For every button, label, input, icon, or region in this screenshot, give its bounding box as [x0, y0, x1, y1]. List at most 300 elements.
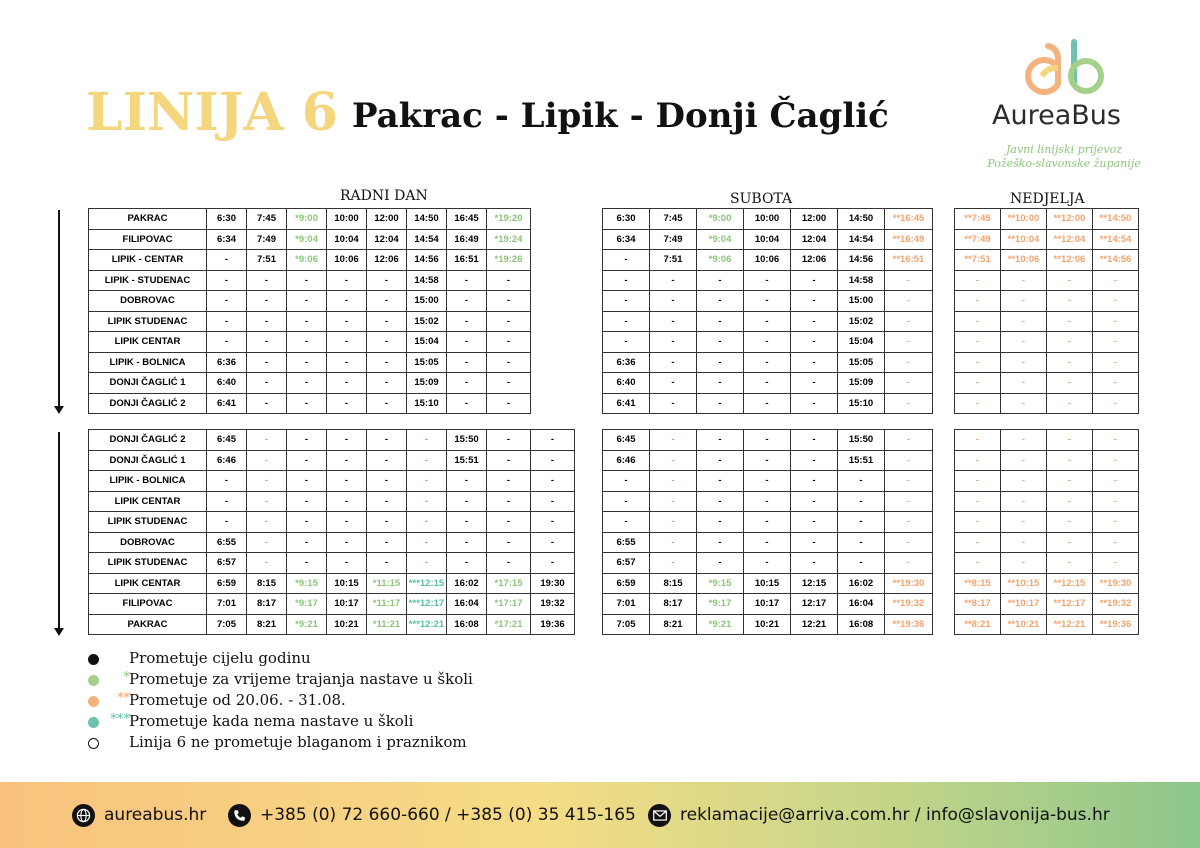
departure-time: -: [327, 512, 367, 533]
departure-time: -: [744, 450, 791, 471]
departure-time: 16:04: [838, 594, 885, 615]
departure-time: -: [487, 332, 531, 353]
departure-time: **7:51: [955, 250, 1001, 271]
departure-time: **10:04: [1001, 229, 1047, 250]
departure-time: -: [603, 332, 650, 353]
departure-time: -: [207, 250, 247, 271]
departure-time: -: [287, 352, 327, 373]
departure-time: 6:55: [603, 532, 650, 553]
departure-time: -: [885, 270, 933, 291]
stop-name: LIPIK - BOLNICA: [89, 471, 207, 492]
departure-time: 16:08: [447, 614, 487, 635]
departure-time: -: [744, 291, 791, 312]
departure-time: 7:51: [650, 250, 697, 271]
departure-time: -: [1001, 532, 1047, 553]
legend-text: Prometuje cijelu godinu: [129, 649, 311, 667]
brand-tagline: [976, 143, 1152, 171]
departure-time: 14:56: [407, 250, 447, 271]
departure-time: -: [1047, 532, 1093, 553]
table-row: [955, 270, 1139, 291]
departure-time: -: [287, 491, 327, 512]
timetable-inbound-sunday: [954, 429, 1139, 635]
table-row: [955, 614, 1139, 635]
legend-item: [88, 648, 508, 669]
departure-time: -: [697, 430, 744, 451]
section-sunday-heading: NEDJELJA: [1010, 191, 1085, 207]
departure-time: **14:50: [1093, 209, 1139, 230]
departure-time: -: [327, 373, 367, 394]
departure-time: -: [487, 393, 531, 414]
departure-time: -: [744, 532, 791, 553]
table-row: [955, 393, 1139, 414]
departure-time: -: [650, 393, 697, 414]
footer-website-text: aureabus.hr: [104, 805, 207, 825]
departure-time: 8:17: [247, 594, 287, 615]
departure-time: -: [247, 332, 287, 353]
departure-time: -: [327, 270, 367, 291]
departure-time: -: [367, 270, 407, 291]
departure-time: -: [487, 553, 531, 574]
departure-time: 10:00: [744, 209, 791, 230]
departure-time: -: [1001, 491, 1047, 512]
departure-time: -: [327, 491, 367, 512]
departure-time: -: [407, 450, 447, 471]
departure-time: 7:45: [247, 209, 287, 230]
departure-time: -: [1001, 430, 1047, 451]
departure-time: -: [955, 532, 1001, 553]
departure-time: 7:49: [247, 229, 287, 250]
departure-time: -: [1001, 393, 1047, 414]
departure-time: 12:04: [367, 229, 407, 250]
footer-email[interactable]: [648, 802, 1110, 828]
table-row: [603, 532, 933, 553]
departure-time: 15:04: [838, 332, 885, 353]
departure-time: -: [487, 430, 531, 451]
departure-time: 7:49: [650, 229, 697, 250]
stop-name: LIPIK - BOLNICA: [89, 352, 207, 373]
timetable-inbound-weekday: [88, 429, 575, 635]
departure-time: 15:00: [838, 291, 885, 312]
departure-time: -: [744, 512, 791, 533]
departure-time: -: [287, 553, 327, 574]
departure-time: **19:36: [1093, 614, 1139, 635]
table-row: [955, 512, 1139, 533]
departure-time: -: [603, 471, 650, 492]
table-row: [89, 291, 531, 312]
departure-time: -: [603, 250, 650, 271]
legend-dot-icon: [88, 654, 99, 665]
departure-time: -: [1093, 291, 1139, 312]
departure-time: -: [1093, 553, 1139, 574]
table-row: [955, 229, 1139, 250]
departure-time: 12:17: [791, 594, 838, 615]
departure-time: -: [487, 491, 531, 512]
direction-arrow-outbound: [58, 210, 60, 412]
envelope-icon: [648, 804, 671, 827]
table-row: [89, 373, 531, 394]
departure-time: 6:55: [207, 532, 247, 553]
departure-time: -: [287, 471, 327, 492]
departure-time: 8:21: [650, 614, 697, 635]
stop-name: DOBROVAC: [89, 291, 207, 312]
departure-time: -: [207, 311, 247, 332]
departure-time: **8:15: [955, 573, 1001, 594]
departure-time: -: [447, 270, 487, 291]
departure-time: -: [327, 553, 367, 574]
departure-time: -: [327, 352, 367, 373]
departure-time: 10:21: [744, 614, 791, 635]
departure-time: -: [327, 291, 367, 312]
table-row: [603, 450, 933, 471]
departure-time: ***12:21: [407, 614, 447, 635]
departure-time: *19:26: [487, 250, 531, 271]
departure-time: -: [327, 311, 367, 332]
departure-time: -: [697, 291, 744, 312]
departure-time: -: [650, 332, 697, 353]
table-row: [955, 491, 1139, 512]
departure-time: -: [603, 270, 650, 291]
departure-time: 10:17: [744, 594, 791, 615]
table-row: [603, 491, 933, 512]
departure-time: -: [487, 270, 531, 291]
departure-time: -: [447, 352, 487, 373]
stop-name: LIPIK - CENTAR: [89, 250, 207, 271]
departure-time: -: [1001, 471, 1047, 492]
departure-time: 6:36: [207, 352, 247, 373]
departure-time: -: [207, 512, 247, 533]
legend-text: Prometuje od 20.06. - 31.08.: [129, 691, 346, 709]
departure-time: -: [531, 512, 575, 533]
departure-time: -: [531, 532, 575, 553]
departure-time: -: [327, 471, 367, 492]
departure-time: *9:17: [697, 594, 744, 615]
table-row: [955, 332, 1139, 353]
departure-time: -: [955, 291, 1001, 312]
departure-time: 6:57: [207, 553, 247, 574]
departure-time: 7:01: [603, 594, 650, 615]
departure-time: **16:45: [885, 209, 933, 230]
legend-marker: ***: [110, 712, 130, 727]
departure-time: 14:50: [838, 209, 885, 230]
table-row: [603, 553, 933, 574]
departure-time: **7:49: [955, 229, 1001, 250]
departure-time: -: [1093, 471, 1139, 492]
departure-time: -: [531, 450, 575, 471]
departure-time: -: [791, 373, 838, 394]
table-row: [89, 614, 575, 635]
departure-time: -: [955, 352, 1001, 373]
table-row: [89, 311, 531, 332]
departure-time: -: [487, 373, 531, 394]
departure-time: -: [531, 430, 575, 451]
stop-name: FILIPOVAC: [89, 229, 207, 250]
departure-time: -: [1047, 352, 1093, 373]
departure-time: -: [327, 532, 367, 553]
footer-website[interactable]: [72, 802, 206, 828]
stop-name: LIPIK CENTAR: [89, 491, 207, 512]
departure-time: -: [697, 270, 744, 291]
departure-time: -: [838, 491, 885, 512]
table-row: [603, 291, 933, 312]
departure-time: -: [791, 450, 838, 471]
departure-time: **16:51: [885, 250, 933, 271]
departure-time: -: [247, 270, 287, 291]
timetable-outbound-saturday: [602, 208, 933, 414]
departure-time: -: [447, 393, 487, 414]
table-row: [89, 594, 575, 615]
departure-time: 6:30: [207, 209, 247, 230]
departure-time: **19:30: [1093, 573, 1139, 594]
departure-time: -: [1093, 532, 1139, 553]
departure-time: -: [1093, 491, 1139, 512]
departure-time: -: [791, 291, 838, 312]
departure-time: -: [697, 491, 744, 512]
table-row: [955, 450, 1139, 471]
departure-time: *9:15: [287, 573, 327, 594]
table-row: [955, 573, 1139, 594]
departure-time: -: [791, 393, 838, 414]
departure-time: -: [955, 373, 1001, 394]
footer-phone[interactable]: [228, 802, 636, 828]
departure-time: 16:45: [447, 209, 487, 230]
departure-time: -: [447, 471, 487, 492]
table-row: [955, 594, 1139, 615]
departure-time: 14:54: [407, 229, 447, 250]
departure-time: -: [287, 332, 327, 353]
departure-time: -: [1093, 512, 1139, 533]
departure-time: -: [287, 512, 327, 533]
departure-time: **10:15: [1001, 573, 1047, 594]
departure-time: -: [791, 352, 838, 373]
departure-time: -: [1001, 373, 1047, 394]
departure-time: 10:00: [327, 209, 367, 230]
departure-time: 8:15: [247, 573, 287, 594]
legend-marker: *: [123, 670, 130, 685]
departure-time: -: [744, 270, 791, 291]
table-row: [955, 311, 1139, 332]
departure-time: **19:32: [885, 594, 933, 615]
departure-time: -: [247, 450, 287, 471]
departure-time: -: [1001, 291, 1047, 312]
departure-time: -: [407, 430, 447, 451]
departure-time: **16:49: [885, 229, 933, 250]
table-row: [955, 553, 1139, 574]
table-row: [89, 393, 531, 414]
departure-time: *9:00: [287, 209, 327, 230]
legend-item: [88, 669, 508, 690]
departure-time: *9:21: [697, 614, 744, 635]
departure-time: -: [447, 332, 487, 353]
departure-time: 10:06: [744, 250, 791, 271]
departure-time: -: [247, 393, 287, 414]
departure-time: 10:04: [744, 229, 791, 250]
brand-tagline-line-1: Javni linijski prijevoz: [1005, 143, 1123, 156]
departure-time: 15:04: [407, 332, 447, 353]
departure-time: -: [1047, 430, 1093, 451]
departure-time: -: [247, 373, 287, 394]
departure-time: -: [447, 553, 487, 574]
departure-time: 15:10: [838, 393, 885, 414]
table-row: [89, 491, 575, 512]
departure-time: -: [885, 471, 933, 492]
legend-dot-icon: [88, 675, 99, 686]
departure-time: 6:59: [207, 573, 247, 594]
departure-time: -: [650, 491, 697, 512]
departure-time: -: [447, 512, 487, 533]
departure-time: -: [447, 532, 487, 553]
departure-time: 16:02: [838, 573, 885, 594]
departure-time: 6:57: [603, 553, 650, 574]
departure-time: *9:06: [697, 250, 744, 271]
section-weekday-heading: RADNI DAN: [340, 188, 428, 204]
departure-time: 15:50: [447, 430, 487, 451]
table-row: [89, 250, 531, 271]
table-row: [603, 594, 933, 615]
departure-time: -: [885, 553, 933, 574]
departure-time: -: [1093, 393, 1139, 414]
departure-time: 15:02: [407, 311, 447, 332]
departure-time: -: [650, 553, 697, 574]
departure-time: -: [487, 450, 531, 471]
departure-time: -: [1047, 270, 1093, 291]
route-title: Pakrac - Lipik - Donji Čaglić: [352, 96, 889, 136]
stop-name: LIPIK STUDENAC: [89, 512, 207, 533]
departure-time: -: [650, 291, 697, 312]
departure-time: -: [838, 553, 885, 574]
departure-time: -: [744, 332, 791, 353]
table-row: [603, 229, 933, 250]
departure-time: -: [1001, 270, 1047, 291]
legend-dot-icon: [88, 738, 99, 749]
departure-time: *9:04: [287, 229, 327, 250]
departure-time: -: [1093, 430, 1139, 451]
departure-time: 6:46: [207, 450, 247, 471]
departure-time: -: [407, 471, 447, 492]
page-title: LINIJA 6: [86, 82, 338, 143]
table-row: [89, 512, 575, 533]
departure-time: -: [885, 311, 933, 332]
table-row: [955, 430, 1139, 451]
departure-time: -: [885, 373, 933, 394]
departure-time: 14:58: [407, 270, 447, 291]
brand-name: AureaBus: [992, 100, 1121, 131]
departure-time: -: [650, 430, 697, 451]
departure-time: *19:24: [487, 229, 531, 250]
timetable-outbound-weekday: [88, 208, 531, 414]
departure-time: -: [744, 373, 791, 394]
departure-time: 6:45: [207, 430, 247, 451]
departure-time: -: [1001, 553, 1047, 574]
departure-time: -: [487, 512, 531, 533]
departure-time: -: [367, 430, 407, 451]
departure-time: -: [955, 553, 1001, 574]
departure-time: 7:05: [207, 614, 247, 635]
departure-time: -: [885, 532, 933, 553]
departure-time: -: [447, 491, 487, 512]
table-row: [89, 532, 575, 553]
departure-time: 6:34: [207, 229, 247, 250]
departure-time: -: [744, 471, 791, 492]
direction-arrow-inbound: [58, 432, 60, 634]
departure-time: **7:45: [955, 209, 1001, 230]
departure-time: -: [1001, 332, 1047, 353]
timetable-inbound-saturday: [602, 429, 933, 635]
globe-icon: [72, 804, 95, 827]
table-row: [603, 373, 933, 394]
departure-time: -: [744, 393, 791, 414]
departure-time: -: [247, 512, 287, 533]
legend-dot-icon: [88, 696, 99, 707]
departure-time: -: [367, 532, 407, 553]
stop-name: DOBROVAC: [89, 532, 207, 553]
footer-email-text: reklamacije@arriva.com.hr / info@slavonija-bus.hr: [680, 805, 1110, 825]
departure-time: 6:36: [603, 352, 650, 373]
departure-time: 10:04: [327, 229, 367, 250]
departure-time: -: [407, 532, 447, 553]
stop-name: LIPIK STUDENAC: [89, 553, 207, 574]
departure-time: -: [1047, 450, 1093, 471]
departure-time: 16:51: [447, 250, 487, 271]
departure-time: -: [791, 512, 838, 533]
departure-time: -: [1047, 291, 1093, 312]
departure-time: -: [327, 332, 367, 353]
departure-time: 10:06: [327, 250, 367, 271]
legend-text: Prometuje kada nema nastave u školi: [129, 712, 414, 730]
departure-time: -: [367, 332, 407, 353]
table-row: [89, 332, 531, 353]
departure-time: 6:41: [603, 393, 650, 414]
departure-time: -: [885, 430, 933, 451]
departure-time: 6:30: [603, 209, 650, 230]
table-row: [955, 291, 1139, 312]
departure-time: -: [287, 532, 327, 553]
legend-text: Linija 6 ne prometuje blaganom i praznikom: [129, 733, 467, 751]
departure-time: -: [1001, 512, 1047, 533]
departure-time: **10:00: [1001, 209, 1047, 230]
departure-time: 6:40: [207, 373, 247, 394]
table-row: [89, 553, 575, 574]
table-row: [603, 393, 933, 414]
table-row: [955, 352, 1139, 373]
table-row: [955, 532, 1139, 553]
departure-time: -: [650, 532, 697, 553]
table-row: [89, 430, 575, 451]
departure-time: -: [603, 311, 650, 332]
departure-time: 15:00: [407, 291, 447, 312]
departure-time: 14:56: [838, 250, 885, 271]
departure-time: 19:30: [531, 573, 575, 594]
departure-time: 10:15: [744, 573, 791, 594]
departure-time: -: [1093, 450, 1139, 471]
departure-time: -: [367, 373, 407, 394]
departure-time: -: [744, 352, 791, 373]
section-saturday-heading: SUBOTA: [730, 191, 793, 207]
departure-time: -: [650, 270, 697, 291]
departure-time: -: [407, 512, 447, 533]
departure-time: -: [791, 270, 838, 291]
departure-time: 15:10: [407, 393, 447, 414]
departure-time: -: [955, 450, 1001, 471]
table-row: [89, 229, 531, 250]
departure-time: -: [838, 512, 885, 533]
departure-time: 6:46: [603, 450, 650, 471]
departure-time: 7:01: [207, 594, 247, 615]
departure-time: **10:21: [1001, 614, 1047, 635]
departure-time: 8:21: [247, 614, 287, 635]
stop-name: LIPIK CENTAR: [89, 332, 207, 353]
departure-time: *11:21: [367, 614, 407, 635]
departure-time: 19:36: [531, 614, 575, 635]
